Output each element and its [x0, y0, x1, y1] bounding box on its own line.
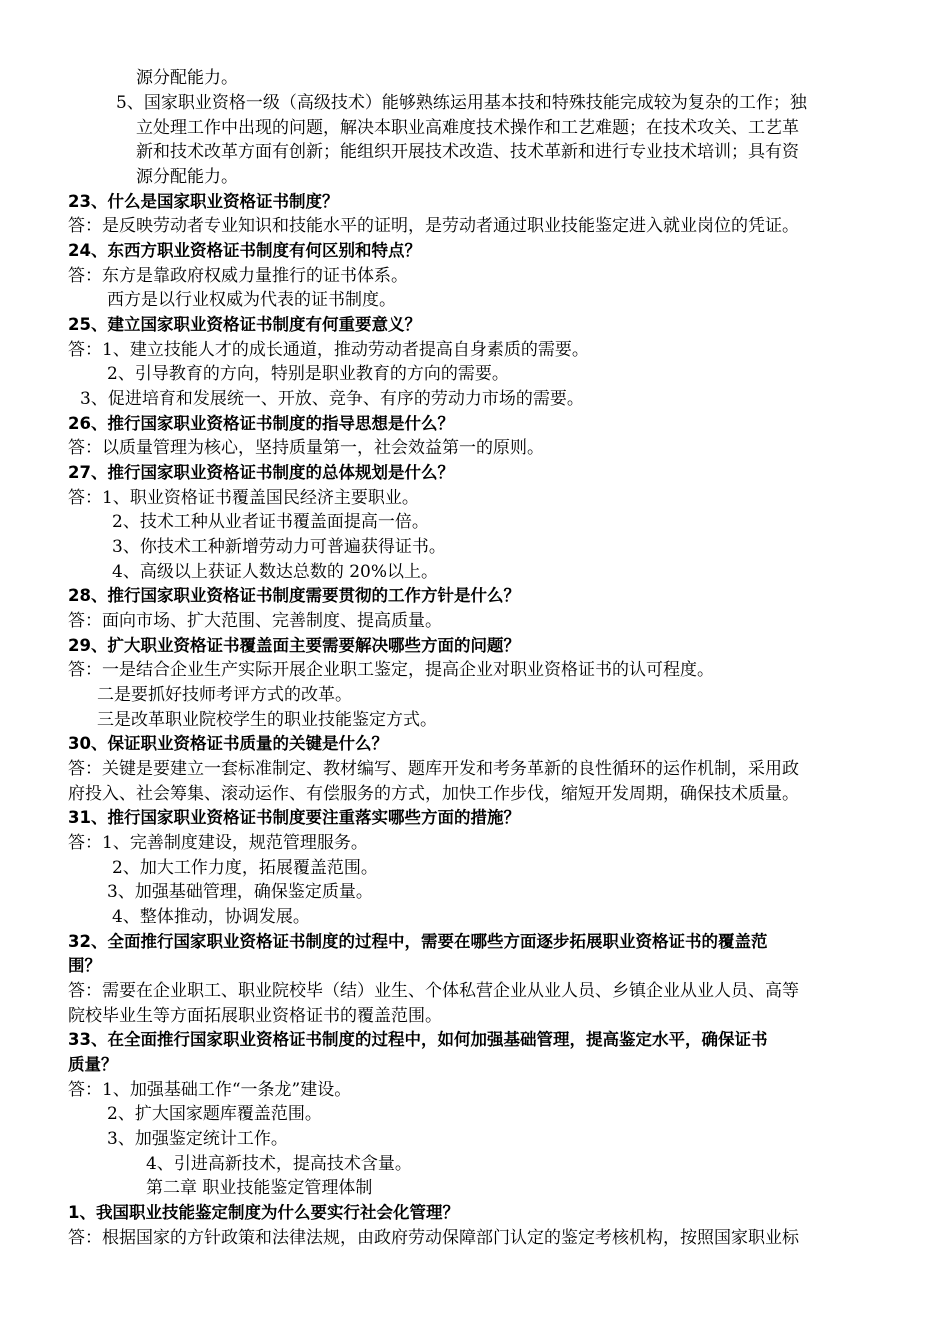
- answer-line: 第二章 职业技能鉴定管理体制: [146, 1178, 373, 1198]
- answer-line: 答：关键是要建立一套标准制定、教材编写、题库开发和考务革新的良性循环的运作机制，采用政: [68, 759, 799, 779]
- answer-line: 4、高级以上获证人数达总数的 20%以上。: [112, 562, 439, 582]
- answer-line: 3、你技术工种新增劳动力可普遍获得证书。: [112, 537, 446, 557]
- question-line: 质量？: [68, 1055, 118, 1074]
- question-line: 26、推行国家职业资格证书制度的指导思想是什么？: [68, 414, 454, 433]
- answer-line: 2、扩大国家题库覆盖范围。: [107, 1104, 322, 1124]
- answer-line: 3、促进培育和发展统一、开放、竞争、有序的劳动力市场的需要。: [80, 389, 584, 409]
- question-line: 30、保证职业资格证书质量的关键是什么？: [68, 734, 388, 753]
- answer-line: 4、整体推动，协调发展。: [112, 907, 310, 927]
- answer-line: 院校毕业生等方面拓展职业资格证书的覆盖范围。: [68, 1006, 442, 1026]
- answer-line: 4、引进高新技术，提高技术含量。: [146, 1154, 412, 1174]
- answer-line: 答：1、建立技能人才的成长通道，推动劳动者提高自身素质的需要。: [68, 340, 589, 360]
- answer-line: 5、国家职业资格一级（高级技术）能够熟练运用基本技和特殊技能完成较为复杂的工作；独: [116, 93, 807, 113]
- answer-line: 答：一是结合企业生产实际开展企业职工鉴定，提高企业对职业资格证书的认可程度。: [68, 660, 714, 680]
- question-line: 24、东西方职业资格证书制度有何区别和特点？: [68, 241, 421, 260]
- answer-line: 新和技术改革方面有创新；能组织开展技术改造、技术革新和进行专业技术培训；具有资: [136, 142, 799, 162]
- answer-line: 3、加强鉴定统计工作。: [107, 1129, 288, 1149]
- question-line: 33、在全面推行国家职业资格证书制度的过程中，如何加强基础管理，提高鉴定水平，确保证书: [68, 1030, 768, 1049]
- answer-line: 答：根据国家的方针政策和法律法规，由政府劳动保障部门认定的鉴定考核机构，按照国家职业标: [68, 1228, 799, 1248]
- question-line: 31、推行国家职业资格证书制度要注重落实哪些方面的措施？: [68, 808, 520, 827]
- answer-line: 2、引导教育的方向，特别是职业教育的方向的需要。: [107, 364, 509, 384]
- answer-line: 立处理工作中出现的问题，解决本职业高难度技术操作和工艺难题；在技术攻关、工艺革: [136, 118, 799, 138]
- answer-line: 答：需要在企业职工、职业院校毕（结）业生、个体私营企业从业人员、乡镇企业从业人员、高等: [68, 981, 799, 1001]
- answer-line: 答：1、加强基础工作“一条龙”建设。: [68, 1080, 352, 1100]
- question-line: 27、推行国家职业资格证书制度的总体规划是什么？: [68, 463, 454, 482]
- question-line: 29、扩大职业资格证书覆盖面主要需要解决哪些方面的问题？: [68, 636, 520, 655]
- answer-line: 3、加强基础管理，确保鉴定质量。: [107, 882, 373, 902]
- answer-line: 西方是以行业权威为代表的证书制度。: [107, 290, 396, 310]
- answer-line: 源分配能力。: [136, 68, 238, 88]
- answer-line: 2、技术工种从业者证书覆盖面提高一倍。: [112, 512, 429, 532]
- answer-line: 答：以质量管理为核心，坚持质量第一，社会效益第一的原则。: [68, 438, 544, 458]
- question-line: 围？: [68, 956, 101, 975]
- answer-line: 源分配能力。: [136, 167, 238, 187]
- answer-line: 府投入、社会筹集、滚动运作、有偿服务的方式，加快工作步伐，缩短开发周期，确保技术质量。: [68, 784, 799, 804]
- question-line: 32、全面推行国家职业资格证书制度的过程中，需要在哪些方面逐步拓展职业资格证书的覆盖范: [68, 932, 768, 951]
- answer-line: 2、加大工作力度，拓展覆盖范围。: [112, 858, 378, 878]
- question-line: 25、建立国家职业资格证书制度有何重要意义？: [68, 315, 421, 334]
- question-line: 1、我国职业技能鉴定制度为什么要实行社会化管理？: [68, 1203, 459, 1222]
- answer-line: 答：面向市场、扩大范围、完善制度、提高质量。: [68, 611, 442, 631]
- answer-line: 答：是反映劳动者专业知识和技能水平的证明，是劳动者通过职业技能鉴定进入就业岗位的凭证。: [68, 216, 799, 236]
- question-line: 28、推行国家职业资格证书制度需要贯彻的工作方针是什么？: [68, 586, 520, 605]
- answer-line: 答：1、完善制度建设，规范管理服务。: [68, 833, 368, 853]
- answer-line: 答：1、职业资格证书覆盖国民经济主要职业。: [68, 488, 419, 508]
- question-line: 23、什么是国家职业资格证书制度？: [68, 192, 339, 211]
- answer-line: 二是要抓好技师考评方式的改革。: [97, 685, 352, 705]
- answer-line: 三是改革职业院校学生的职业技能鉴定方式。: [97, 710, 437, 730]
- answer-line: 答：东方是靠政府权威力量推行的证书体系。: [68, 266, 408, 286]
